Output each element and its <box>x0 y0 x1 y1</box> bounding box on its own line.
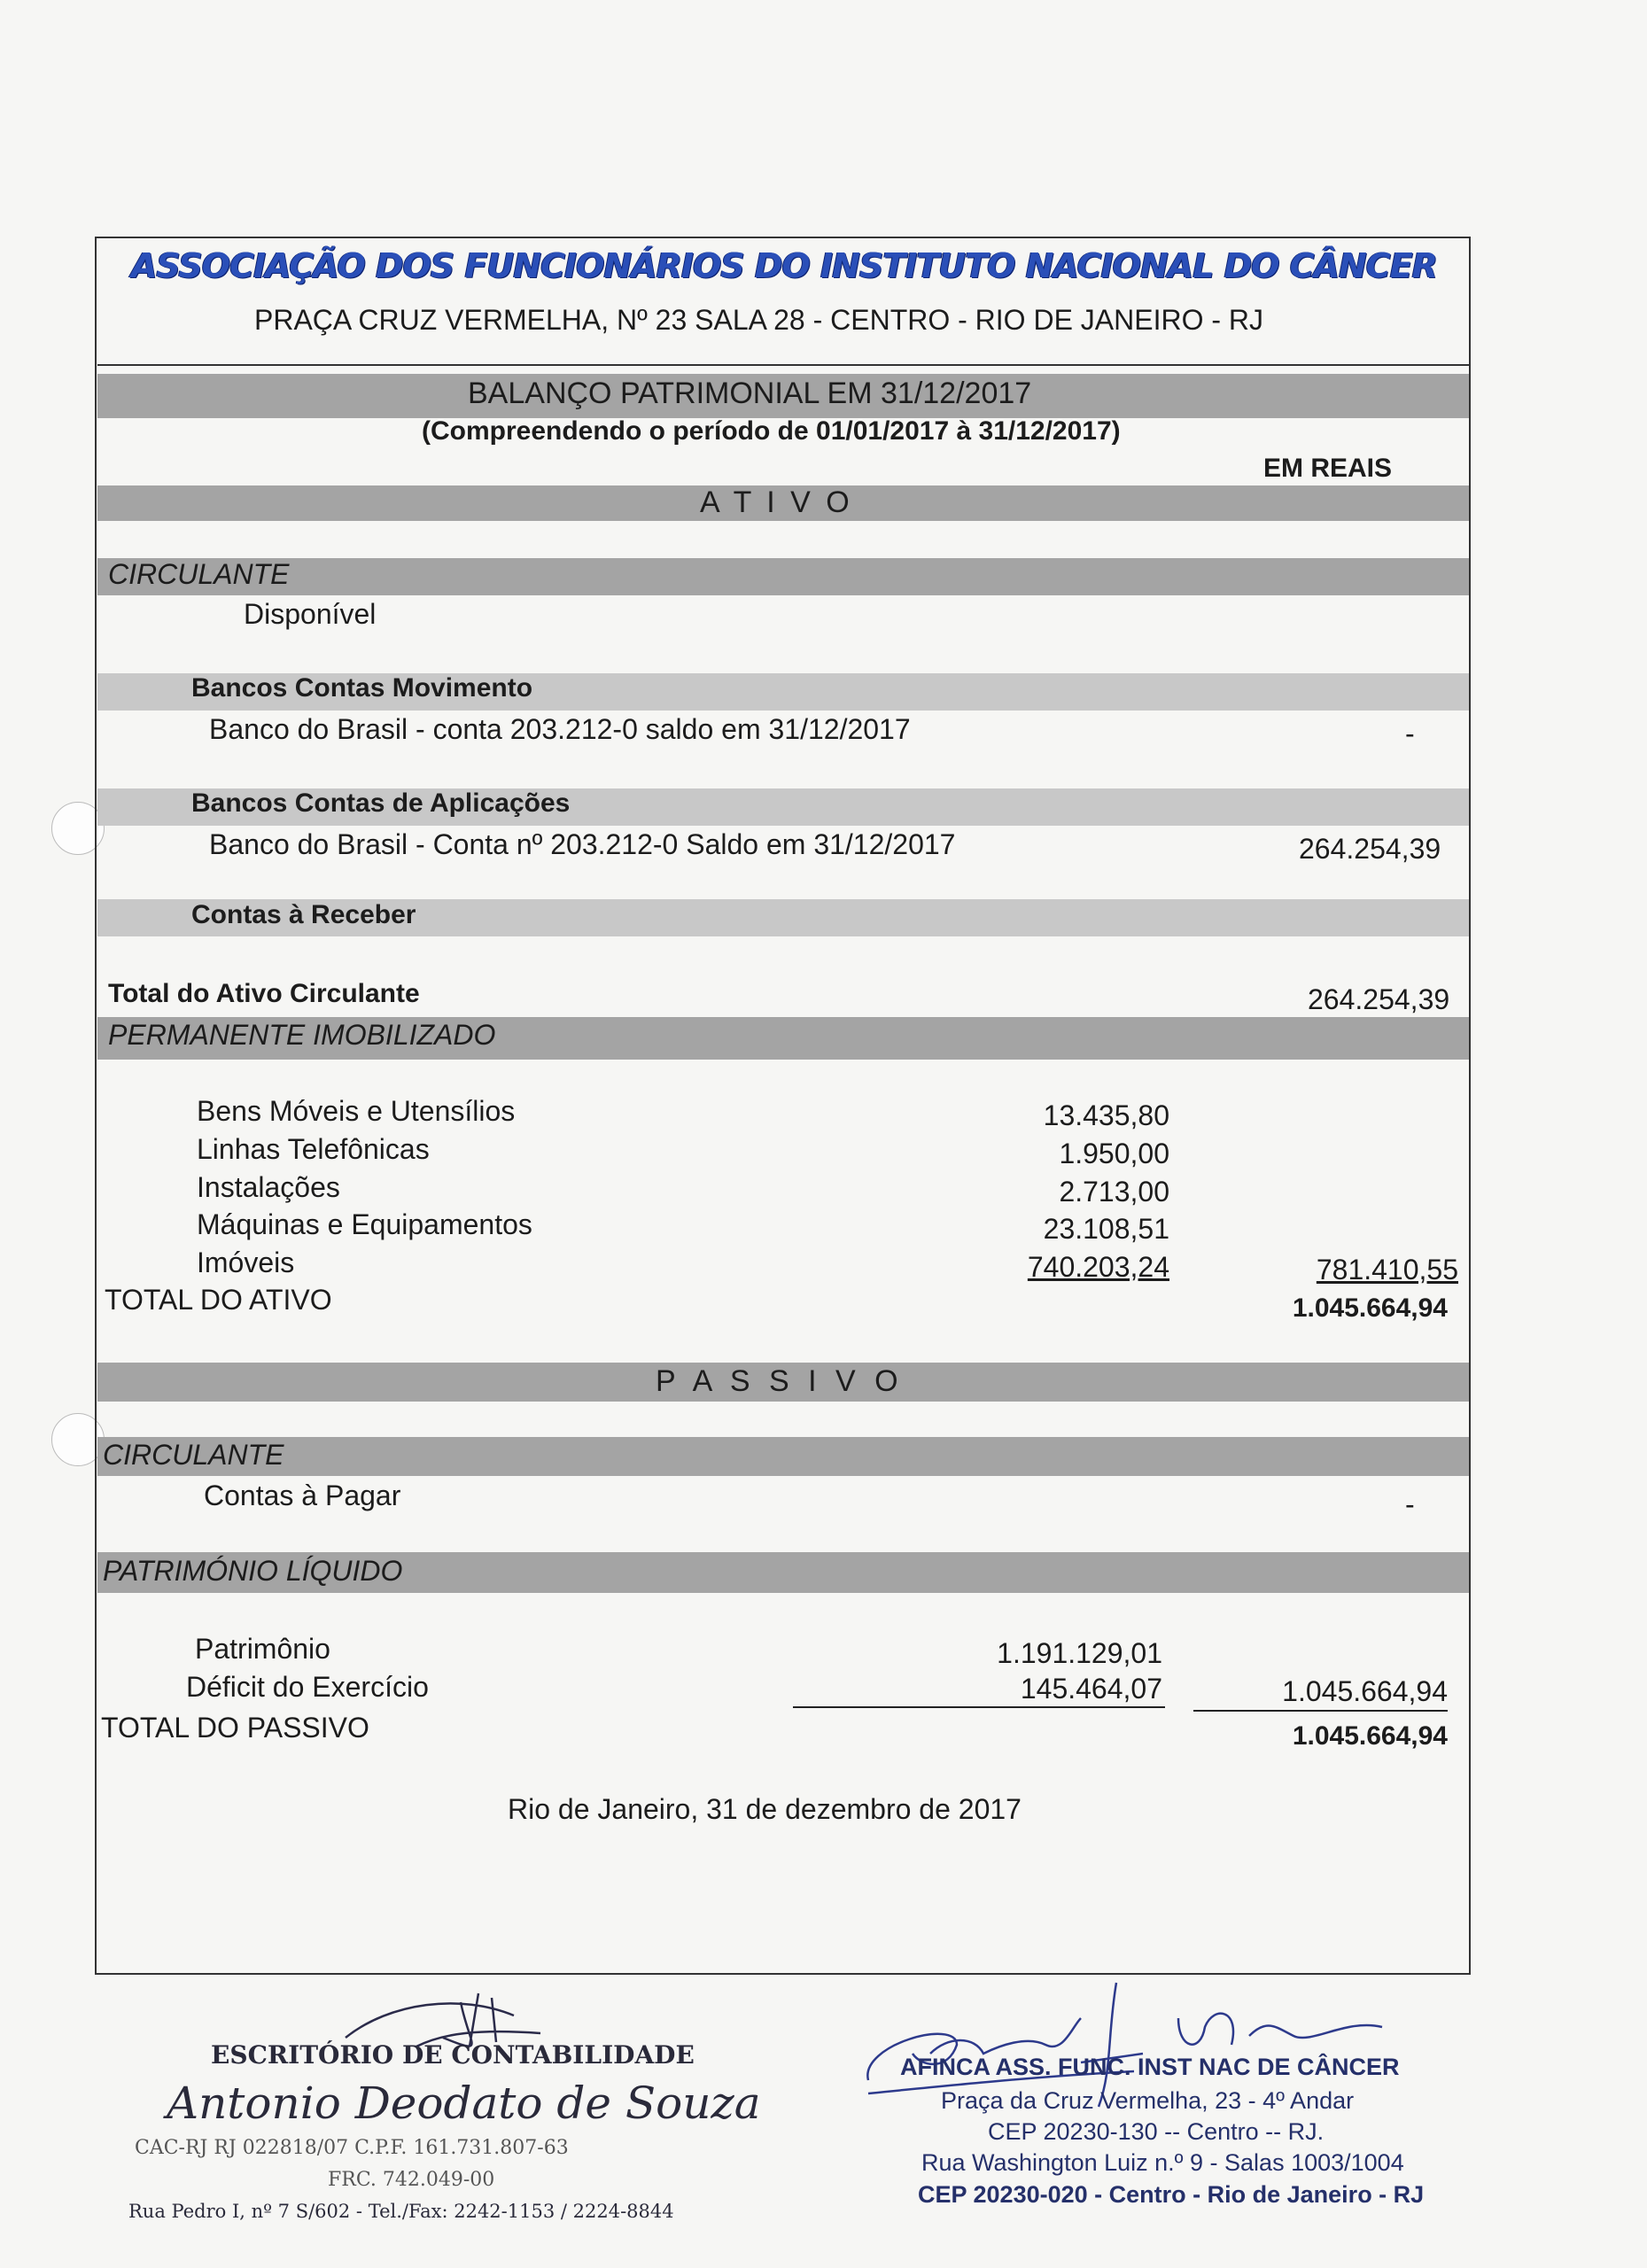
total-passivo-label: TOTAL DO PASSIVO <box>101 1712 369 1744</box>
pl-rule <box>793 1706 1165 1708</box>
passivo-circulante-heading: CIRCULANTE <box>103 1439 284 1471</box>
contas-receber-label: Contas à Receber <box>191 900 416 929</box>
stamp-left-line1: ESCRITÓRIO DE CONTABILIDADE <box>211 2040 695 2070</box>
permanente-item-label: Linhas Telefônicas <box>197 1133 430 1165</box>
bancos-mov-heading: Bancos Contas Movimento <box>191 673 533 703</box>
pl-subtotal: 1.045.664,94 <box>1282 1675 1448 1707</box>
permanente-item-label: Máquinas e Equipamentos <box>197 1208 532 1240</box>
stamp-left-line2: Antonio Deodato de Souza <box>167 2078 761 2129</box>
organization-name: ASSOCIAÇÃO DOS FUNCIONÁRIOS DO INSTITUTO NACIONAL DO CÂNCER <box>131 246 1437 285</box>
permanente-item-label: Imóveis <box>197 1247 295 1278</box>
total-ativo-label: TOTAL DO ATIVO <box>105 1284 332 1316</box>
permanente-item-value: 13.435,80 <box>1043 1099 1169 1131</box>
stamp-right-line2: Praça da Cruz Vermelha, 23 - 4º Andar <box>941 2087 1355 2114</box>
total-passivo-value: 1.045.664,94 <box>1292 1721 1448 1751</box>
pl-item-value: 1.191.129,01 <box>997 1637 1162 1669</box>
stamp-left-line3: CAC-RJ RJ 022818/07 C.P.F. 161.731.807-63 <box>135 2137 569 2159</box>
permanente-item-value: 1.950,00 <box>1059 1138 1169 1169</box>
permanente-item-value: 23.108,51 <box>1043 1213 1169 1245</box>
permanente-subtotal: 781.410,55 <box>1316 1254 1458 1285</box>
bancos-apl-value: 264.254,39 <box>1299 833 1441 865</box>
passivo-circulante-band <box>97 1437 1469 1476</box>
bancos-apl-desc: Banco do Brasil - Conta nº 203.212-0 Saldo em 31/12/2017 <box>209 828 956 860</box>
stamp-right-line5: CEP 20230-020 - Centro - Rio de Janeiro - RJ <box>918 2181 1425 2208</box>
ativo-heading: A T I V O <box>700 485 853 519</box>
contas-pagar-label: Contas à Pagar <box>204 1480 401 1511</box>
bancos-mov-value: - <box>1405 718 1415 750</box>
pl-item-value: 145.464,07 <box>1020 1673 1162 1705</box>
circulante-band <box>97 558 1469 595</box>
stamp-left-line4: FRC. 742.049-00 <box>328 2169 495 2191</box>
contas-pagar-value: - <box>1405 1488 1415 1520</box>
stamp-right-line1: AFINCA ASS. FUNC. INST NAC DE CÂNCER <box>900 2054 1400 2080</box>
permanente-item-value: 740.203,24 <box>1027 1251 1169 1283</box>
pl-subtotal-rule <box>1193 1710 1448 1712</box>
total-ativo-value: 1.045.664,94 <box>1292 1293 1448 1323</box>
permanente-item-label: Instalações <box>197 1171 340 1203</box>
report-title: BALANÇO PATRIMONIAL EM 31/12/2017 <box>468 377 1032 410</box>
disponivel-label: Disponível <box>244 598 377 630</box>
permanente-heading: PERMANENTE IMOBILIZADO <box>108 1019 496 1051</box>
stamp-right-line4: Rua Washington Luiz n.º 9 - Salas 1003/1004 <box>921 2149 1404 2176</box>
total-ativo-circulante-label: Total do Ativo Circulante <box>108 979 420 1008</box>
organization-address: PRAÇA CRUZ VERMELHA, Nº 23 SALA 28 - CENTRO - RIO DE JANEIRO - RJ <box>254 304 1264 336</box>
pl-heading: PATRIMÓNIO LÍQUIDO <box>103 1555 403 1587</box>
report-period: (Compreendendo o período de 01/01/2017 à 31/12/2017) <box>422 416 1121 446</box>
header-divider <box>97 364 1469 366</box>
permanente-item-value: 2.713,00 <box>1059 1176 1169 1208</box>
place-date: Rio de Janeiro, 31 de dezembro de 2017 <box>508 1793 1022 1825</box>
pl-item-label: Patrimônio <box>195 1633 330 1665</box>
total-ativo-circulante-value: 264.254,39 <box>1308 983 1450 1015</box>
stamp-left-line5: Rua Pedro I, nº 7 S/602 - Tel./Fax: 2242-1153 / 2224-8844 <box>128 2201 674 2222</box>
permanente-item-label: Bens Móveis e Utensílios <box>197 1095 516 1127</box>
currency-label: EM REAIS <box>1263 454 1393 483</box>
bancos-mov-desc: Banco do Brasil - conta 203.212-0 saldo em 31/12/2017 <box>209 713 911 745</box>
stamp-right-line3: CEP 20230-130 -- Centro -- RJ. <box>988 2118 1325 2145</box>
bancos-apl-heading: Bancos Contas de Aplicações <box>191 788 571 818</box>
circulante-heading: CIRCULANTE <box>108 558 290 590</box>
pl-item-label: Déficit do Exercício <box>186 1671 429 1703</box>
passivo-heading: P A S S I V O <box>656 1364 904 1398</box>
